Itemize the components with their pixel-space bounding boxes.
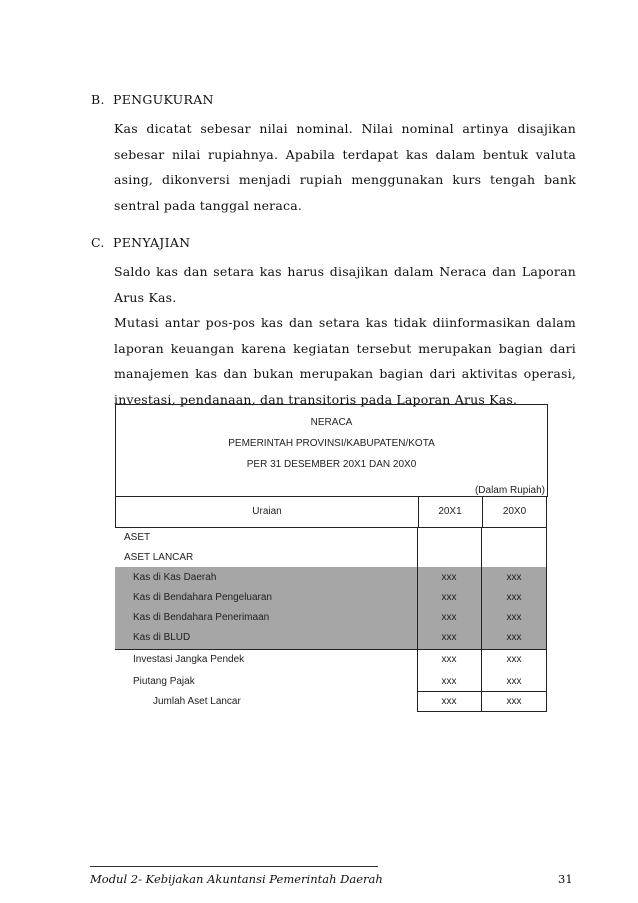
section-c-heading bbox=[91, 235, 190, 250]
row-label: Kas di Kas Daerah bbox=[133, 572, 217, 583]
column-20x1: 20X1 bbox=[418, 497, 483, 527]
neraca-body bbox=[115, 528, 547, 707]
neraca-title: NERACA bbox=[310, 417, 353, 428]
column-20x0: 20X0 bbox=[502, 506, 527, 517]
table-row bbox=[115, 568, 547, 588]
section-c-title: PENYAJIAN bbox=[113, 235, 191, 250]
table-row bbox=[115, 672, 547, 692]
page-number: 31 bbox=[558, 872, 573, 886]
paragraph-line: Arus Kas. bbox=[114, 289, 177, 305]
section-c-paragraph bbox=[114, 259, 576, 412]
row-value-20x0: xxx bbox=[506, 654, 522, 665]
neraca-period: PER 31 DESEMBER 20X1 DAN 20X0 bbox=[246, 459, 417, 470]
row-value-20x1: xxx bbox=[441, 612, 457, 623]
paragraph-line: laporan keuangan karena kegiatan tersebut merupakan bagian dari bbox=[114, 340, 576, 356]
section-b-heading bbox=[91, 92, 214, 107]
row-label: ASET bbox=[124, 532, 151, 543]
table-row bbox=[115, 628, 547, 648]
row-label: Kas di BLUD bbox=[133, 632, 191, 643]
row-value-20x0: xxx bbox=[506, 612, 522, 623]
column-divider bbox=[417, 650, 418, 712]
row-value-20x1: xxx bbox=[441, 632, 457, 643]
table-row bbox=[115, 608, 547, 628]
footer-title: Modul 2- Kebijakan Akuntansi Pemerintah Daerah bbox=[90, 872, 383, 886]
section-b-paragraph bbox=[114, 116, 576, 218]
paragraph-line: asing, dikonversi menjadi rupiah menggunakan kurs tengah bank bbox=[114, 172, 576, 187]
column-divider bbox=[481, 650, 482, 712]
table-row bbox=[115, 548, 547, 568]
row-value-20x0: xxx bbox=[506, 676, 522, 687]
row-label: ASET LANCAR bbox=[124, 552, 194, 563]
paragraph-line: sebesar nilai rupiahnya. Apabila terdapat kas dalam bentuk valuta bbox=[114, 146, 576, 162]
paragraph-line: Kas dicatat sebesar nilai nominal. Nilai nominal artinya disajikan bbox=[114, 121, 576, 136]
row-value-20x0: xxx bbox=[506, 632, 522, 643]
total-line bbox=[417, 711, 547, 712]
paragraph-line: manajemen kas dan bukan merupakan bagian dari aktivitas operasi, bbox=[114, 366, 576, 381]
row-label: Piutang Pajak bbox=[133, 676, 195, 687]
footer-rule bbox=[90, 866, 378, 867]
row-value-20x0: xxx bbox=[506, 696, 522, 707]
neraca-unit: (Dalam Rupiah) bbox=[474, 485, 545, 496]
neraca-column-header bbox=[115, 496, 547, 528]
column-divider bbox=[546, 650, 547, 712]
neraca-table bbox=[115, 404, 547, 707]
row-value-20x1: xxx bbox=[441, 696, 457, 707]
neraca-entity: PEMERINTAH PROVINSI/KABUPATEN/KOTA bbox=[228, 438, 435, 449]
table-row bbox=[115, 650, 547, 670]
table-row bbox=[115, 528, 547, 548]
row-value-20x1: xxx bbox=[441, 654, 457, 665]
section-c-letter: C. bbox=[91, 235, 105, 250]
row-value-20x0: xxx bbox=[506, 592, 522, 603]
row-value-20x1: xxx bbox=[441, 572, 457, 583]
row-label: Investasi Jangka Pendek bbox=[133, 654, 245, 665]
row-label: Jumlah Aset Lancar bbox=[153, 696, 241, 707]
paragraph-line: Mutasi antar pos-pos kas dan setara kas tidak diinformasikan dalam bbox=[114, 315, 576, 330]
paragraph-line: Saldo kas dan setara kas harus disajikan dalam Neraca dan Laporan bbox=[114, 264, 576, 279]
paragraph-line: investasi, pendanaan, dan transitoris pada Laporan Arus Kas. bbox=[114, 391, 518, 407]
paragraph-line: sentral pada tanggal neraca. bbox=[114, 197, 303, 213]
row-value-20x1: xxx bbox=[441, 676, 457, 687]
row-value-20x1: xxx bbox=[441, 592, 457, 603]
table-row bbox=[115, 588, 547, 608]
row-value-20x0: xxx bbox=[506, 572, 522, 583]
neraca-header-box bbox=[115, 404, 548, 497]
row-label: Kas di Bendahara Penerimaan bbox=[133, 612, 270, 623]
table-row bbox=[115, 692, 547, 712]
section-b-letter: B. bbox=[91, 92, 105, 107]
column-uraian: Uraian bbox=[116, 497, 419, 527]
section-b-title: PENGUKURAN bbox=[113, 92, 214, 107]
row-label: Kas di Bendahara Pengeluaran bbox=[133, 592, 272, 603]
